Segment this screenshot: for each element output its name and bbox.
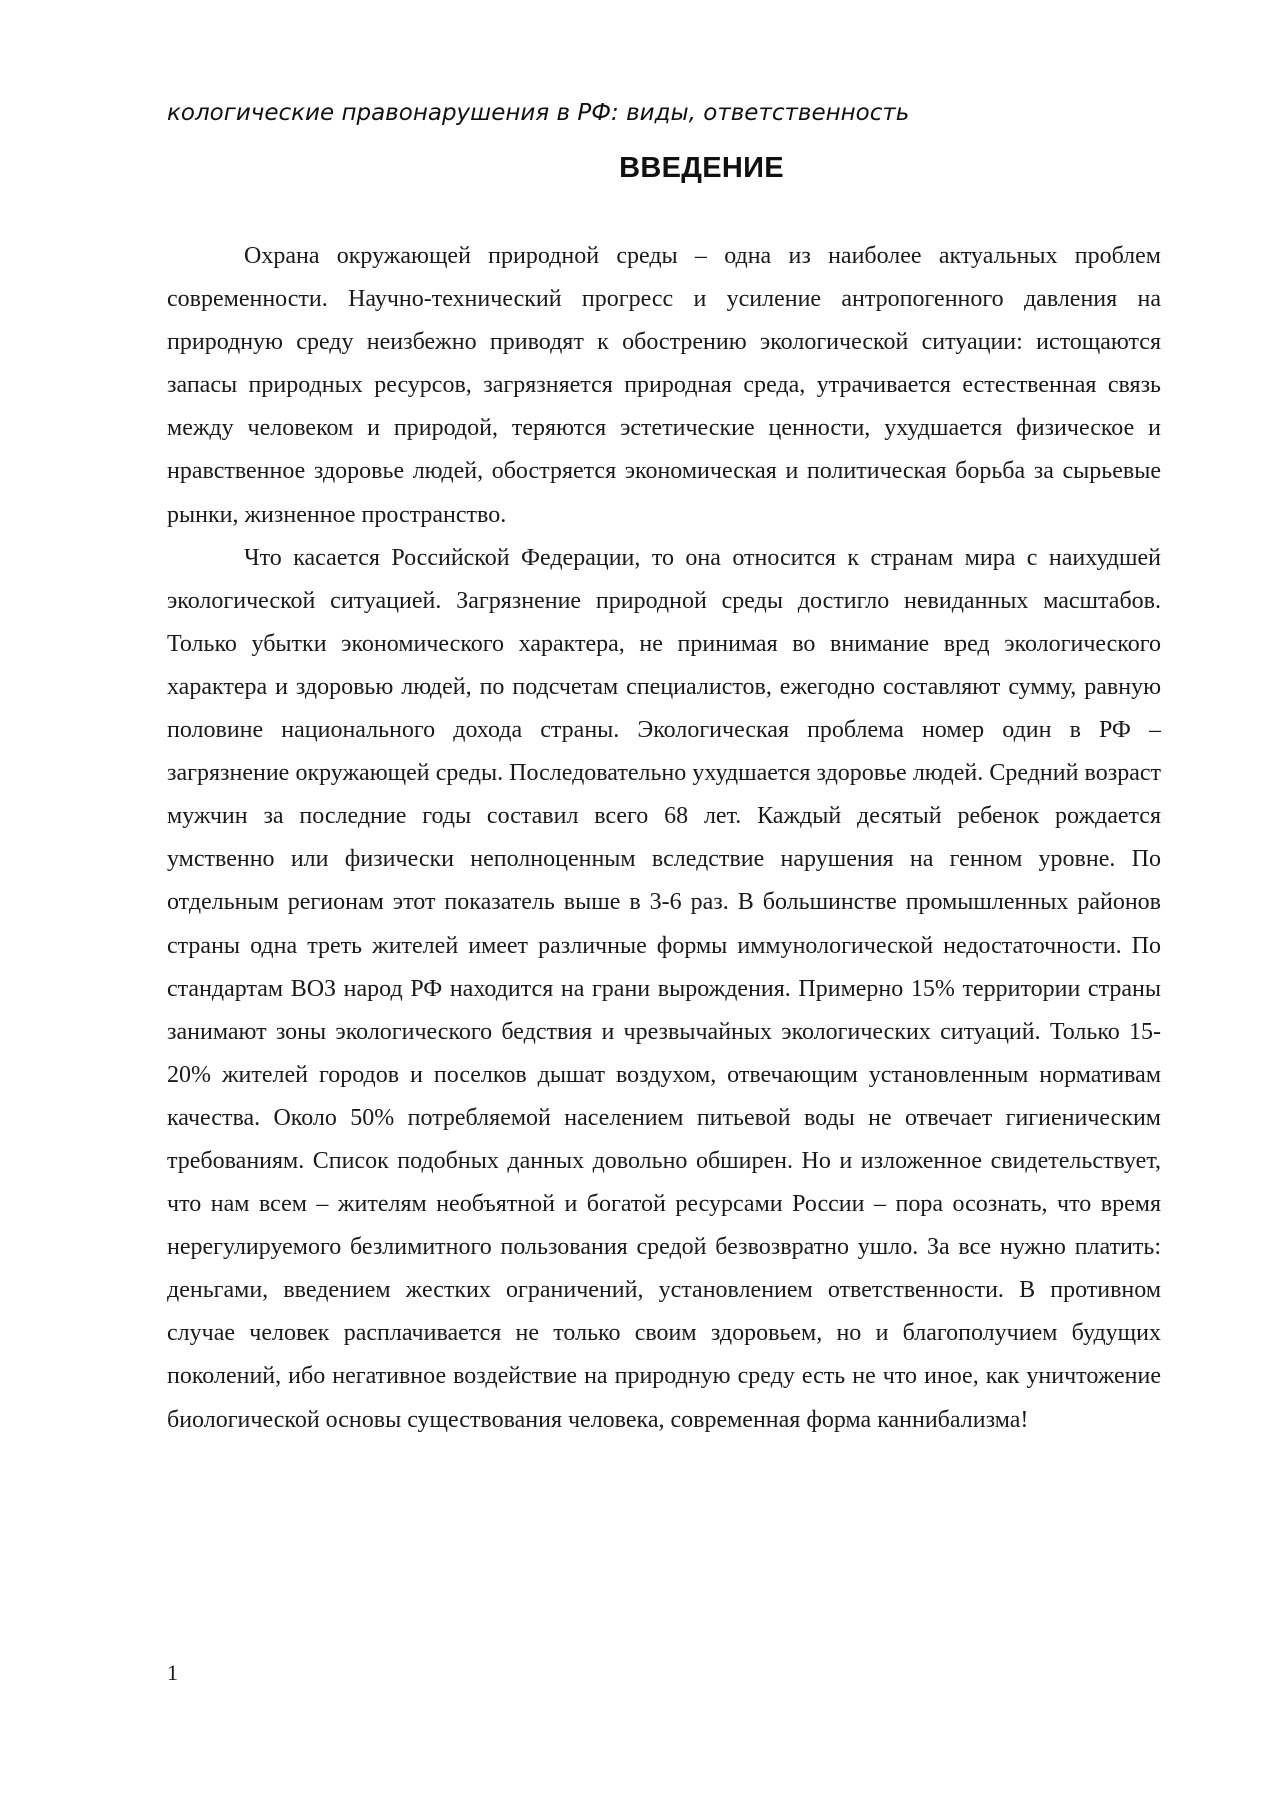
paragraph: Охрана окружающей природной среды – одна из наиболее актуальных проблем современности. Научно-технический прогресс и усиление антропогенного давления на природную среду неизбежно приводят к обострению экологической ситуации: истощаются запасы природных ресурсов, загрязняется природная среда, утрачивается естественная связь между человеком и природой, теряются эстетические ценности, ухудшается физическое и нравственное здоровье людей, обостряется экономическая и политическая борьба за сырьевые рынки, жизненное пространство. [167,243,1161,528]
running-header: кологические правонарушения в РФ: виды, ответственность [167,100,910,126]
page-number: 1 [167,1660,178,1685]
paragraph: Что касается Российской Федерации, то она относится к странам мира с наихудшей экологической ситуацией. Загрязнение природной среды достигло невиданных масштабов. Только убытки экономического характера, не принимая во внимание вред экологического характера и здоровью людей, по подсчетам специалистов, ежегодно составляют сумму, равную половине национального дохода страны. Экологическая проблема номер один в РФ – загрязнение окружающей среды. Последовательно ухудшается здоровье людей. Средний возраст мужчин за последние годы составил всего 68 лет. Каждый десятый ребенок рождается умственно или физически неполноценным вследствие нарушения на генном уровне. По отдельным регионам этот показатель выше в 3-6 раз. В большинстве промышленных районов страны одна треть жителей имеет различные формы иммунологической недостаточности. По стандартам ВОЗ народ РФ находится на грани вырождения. Примерно 15% территории страны занимают зоны экологического бедствия и чрезвычайных экологических ситуаций. Только 15-20% жителей городов и поселков дышат воздухом, отвечающим установленным нормативам качества. Около 50% потребляемой населением питьевой воды не отвечает гигиеническим требованиям. Список подобных данных довольно обширен. Но и изложенное свидетельствует, что нам всем – жителям необъятной и богатой ресурсами России – пора осознать, что время нерегулируемого безлимитного пользования средой безвозвратно ушло. За все нужно платить: деньгами, введением жестких ограничений, установлением ответственности. В противном случае человек расплачивается не только своим здоровьем, но и благополучием будущих поколений, ибо негативное воздействие на природную среду есть не что иное, как уничтожение биологической основы существования человека, современная форма каннибализма! [167,544,1161,1433]
body-text [167,235,1161,1442]
section-title: ВВЕДЕНИЕ [619,152,784,184]
